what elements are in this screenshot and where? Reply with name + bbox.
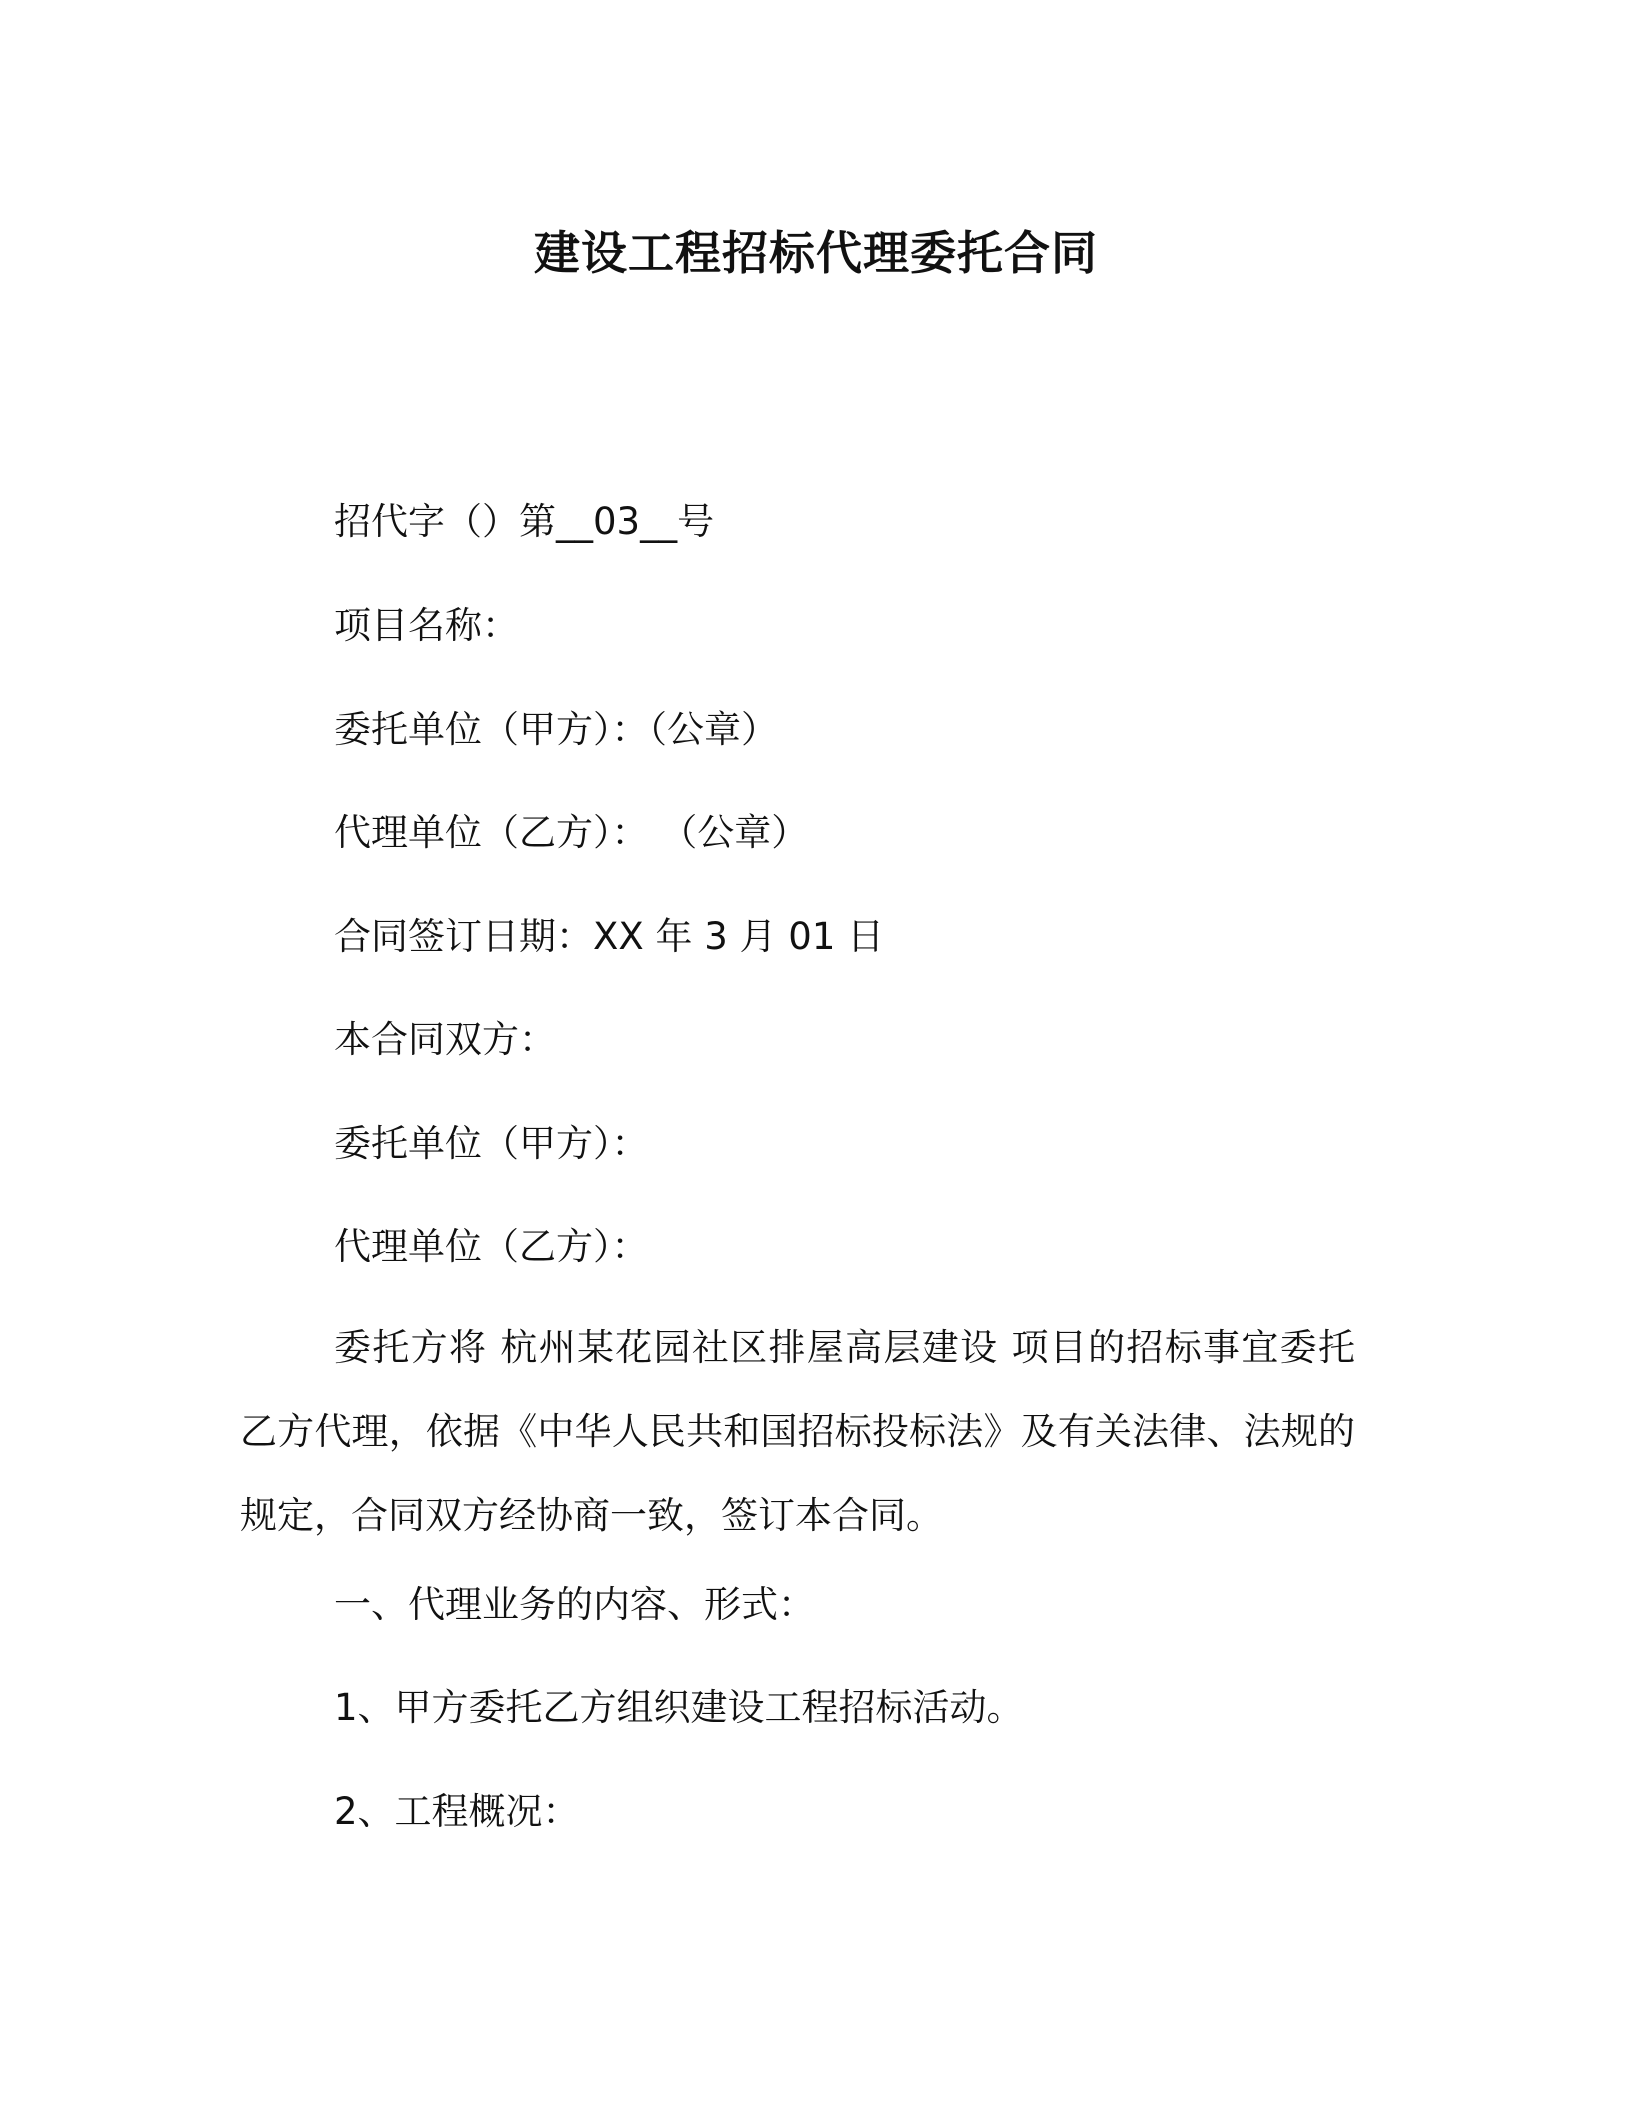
section-1-heading: 一、代理业务的内容、形式： bbox=[334, 1583, 815, 1626]
parties-heading: 本合同双方： bbox=[334, 1018, 556, 1061]
client-seal-line: 委托单位（甲方）：（公章） bbox=[334, 708, 778, 751]
doc-number-line: 招代字（）第__03__号 bbox=[334, 500, 715, 543]
agent-line: 代理单位（乙方）： bbox=[334, 1225, 649, 1268]
item-2: 2、工程概况： bbox=[334, 1790, 580, 1833]
sign-date-line: 合同签订日期：XX 年 3 月 01 日 bbox=[334, 915, 885, 958]
item-1: 1、甲方委托乙方组织建设工程招标活动。 bbox=[334, 1686, 1024, 1729]
client-line: 委托单位（甲方）： bbox=[334, 1122, 649, 1165]
intro-paragraph: 委托方将 杭州某花园社区排屋高层建设 项目的招标事宜委托乙方代理，依据《中华人民共和国招标投标法》及有关法律、法规的规定，合同双方经协商一致，签订本合同。 bbox=[240, 1326, 1355, 1537]
document-title: 建设工程招标代理委托合同 bbox=[534, 226, 1098, 280]
project-name-line: 项目名称： bbox=[334, 604, 519, 647]
agent-seal-line: 代理单位（乙方）： （公章） bbox=[334, 811, 809, 854]
